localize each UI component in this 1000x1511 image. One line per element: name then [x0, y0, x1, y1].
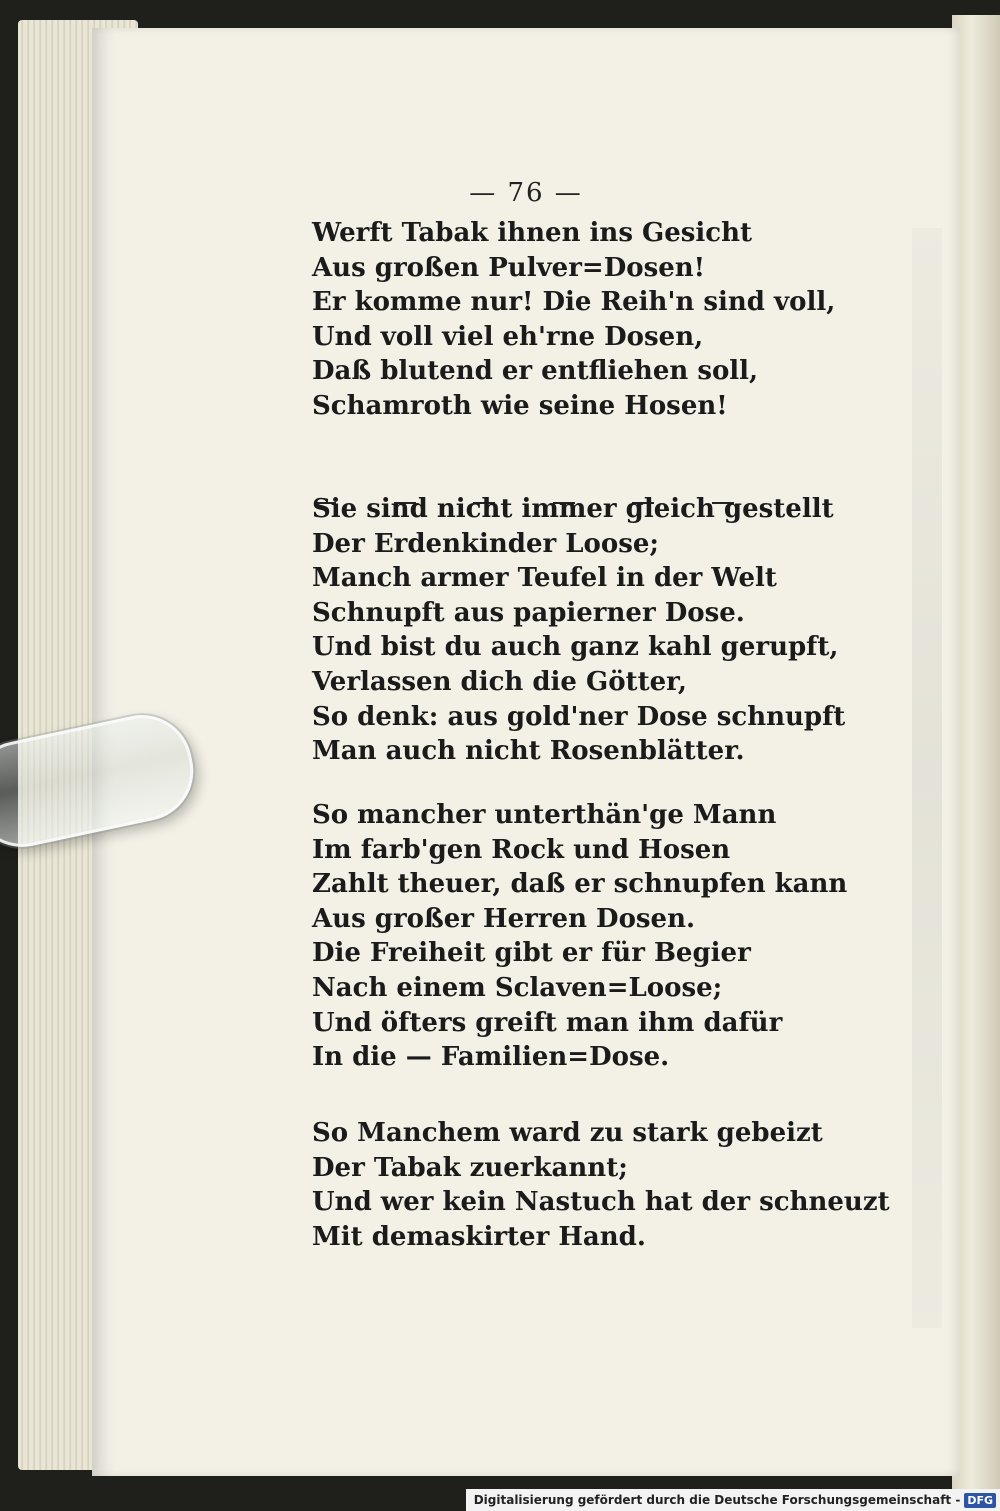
- poem-line: Schnupft aus papierner Dose.: [312, 597, 745, 628]
- poem-line: Und bist du auch ganz kahl gerupft,: [312, 632, 839, 663]
- poem-line: Die Freiheit gibt er für Begier: [312, 938, 751, 969]
- poem-line: Schamroth wie seine Hosen!: [312, 390, 728, 421]
- footer-banner: [466, 1489, 1000, 1511]
- poem-line: So denk: aus gold'ner Dose schnupft: [312, 701, 846, 732]
- dfg-logo: DFG: [964, 1493, 996, 1508]
- poem-line: Und öfters greift man ihm dafür: [312, 1007, 783, 1038]
- poem-line: Und voll viel eh'rne Dosen,: [312, 321, 704, 352]
- poem-line: Er komme nur! Die Reih'n sind voll,: [312, 287, 836, 318]
- poem-line: So mancher unterthän'ge Mann: [312, 800, 777, 830]
- poem-line: Manch armer Teufel in der Welt: [312, 563, 777, 594]
- poem-line: Daß blutend er entfliehen soll,: [312, 356, 759, 387]
- funding-note: Digitalisierung gefördert durch die Deutsche Forschungsgemeinschaft -: [473, 1493, 961, 1507]
- poem-line: Zahlt theuer, daß er schnupfen kann: [312, 869, 848, 900]
- book-page: [92, 28, 960, 1476]
- poem-line: So Manchem ward zu stark gebeizt: [312, 1118, 823, 1148]
- poem-line: Der Tabak zuerkannt;: [312, 1152, 628, 1183]
- poem-line: Mit demaskirter Hand.: [312, 1221, 646, 1252]
- bleed-through: [912, 228, 942, 1328]
- poem-line: Und wer kein Nastuch hat der schneuzt: [312, 1187, 890, 1218]
- stanza-2: [312, 492, 845, 769]
- stanza-1: [312, 216, 835, 424]
- poem-line: Der Erdenkinder Loose;: [312, 528, 659, 559]
- poem-line: Man auch nicht Rosenblätter.: [312, 736, 745, 767]
- poem-line: Sie sind nicht immer gleich gestellt: [312, 494, 834, 524]
- poem-line: Nach einem Sclaven=Loose;: [312, 972, 723, 1003]
- stanza-4: [312, 1116, 890, 1254]
- poem-line: Verlassen dich die Götter,: [312, 666, 687, 697]
- poem-line: In die — Familien=Dose.: [312, 1042, 670, 1073]
- poem-line: Aus großer Herren Dosen.: [312, 903, 696, 934]
- poem-line: Im farb'gen Rock und Hosen: [312, 834, 731, 865]
- poem-line: Aus großen Pulver=Dosen!: [312, 252, 706, 283]
- poem-line: Werft Tabak ihnen ins Gesicht: [312, 218, 753, 248]
- page-number: — 76 —: [469, 178, 583, 208]
- stanza-3: [312, 798, 847, 1075]
